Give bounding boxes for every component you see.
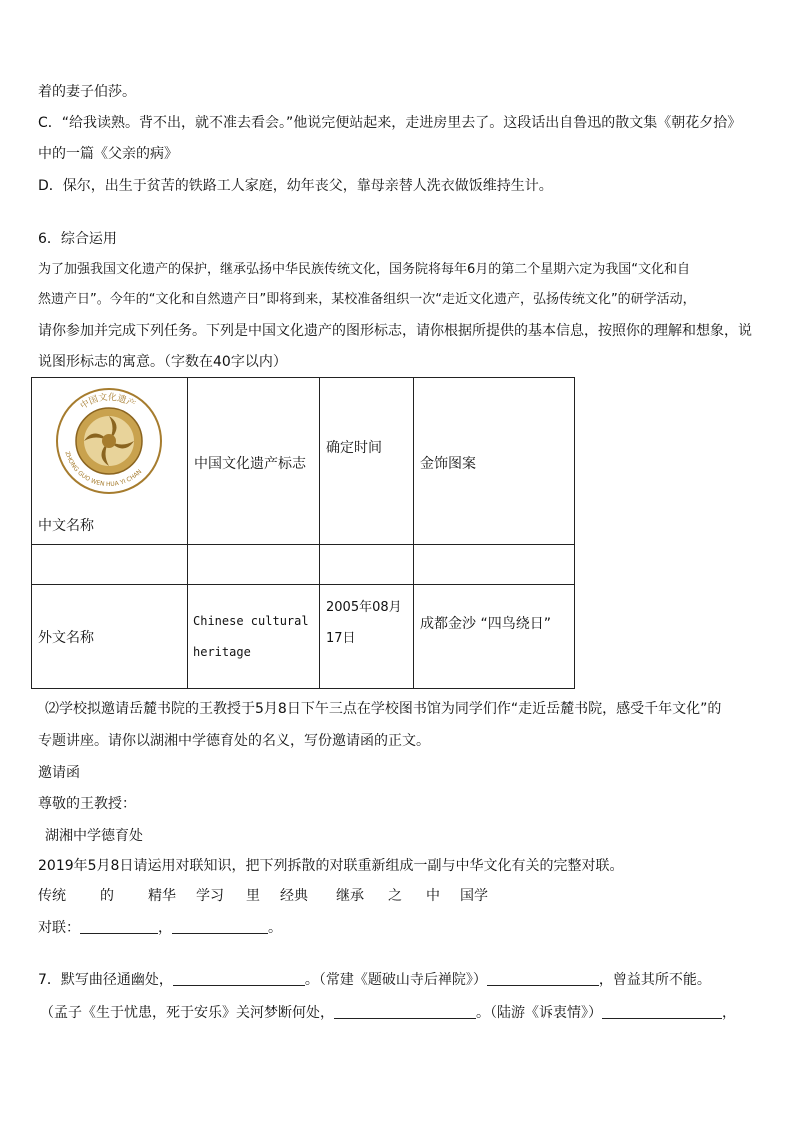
answer-blank[interactable] — [172, 919, 268, 934]
couplet-word: 学习 — [196, 888, 224, 904]
answer-blank[interactable] — [487, 971, 599, 986]
answer-blank[interactable] — [334, 1004, 476, 1019]
option-c-line: C．“给我读熟。背不出，就不准去看会。”他说完便站起来，走进房里去了。这段话出自鲁迅的散文集《朝花夕拾》 — [38, 115, 742, 131]
row-label-foreign-name: 外文名称 — [38, 630, 94, 646]
text-segment: ， — [722, 1005, 736, 1021]
text-line: 中的一篇《父亲的病》 — [38, 146, 178, 162]
couplet-label: 对联： — [38, 920, 80, 936]
table-cell — [188, 378, 320, 545]
table-cell-empty — [32, 545, 188, 585]
question-7-line — [38, 970, 711, 990]
text-line: 2019年5月8日请运用对联知识，把下列拆散的对联重新组成一副与中华文化有关的完整对联。 — [38, 858, 624, 874]
table-cell — [414, 585, 575, 689]
text-line: 为了加强我国文化遗产的保护，继承弘扬中华民族传统文化，国务院将每年6月的第二个星期六定为我国“文化和自 — [38, 262, 691, 277]
text-line: 然遗产日”。今年的“文化和自然遗产日”即将到来，某校准备组织一次“走近文化遗产，弘扬传统文化”的研学活动， — [38, 292, 696, 307]
table-cell — [414, 378, 575, 545]
table-cell — [32, 585, 188, 689]
cell-text: 确定时间 — [326, 440, 382, 456]
couplet-word: 之 — [388, 888, 402, 904]
punctuation: 。 — [268, 920, 282, 936]
text-line: 专题讲座。请你以湖湘中学德育处的名义，写份邀请函的正文。 — [38, 733, 430, 749]
couplet-answer-line — [38, 918, 282, 938]
cell-text: Chinese cultural — [193, 614, 309, 628]
answer-blank[interactable] — [173, 971, 305, 986]
table-cell — [320, 585, 414, 689]
question-6-heading: 6．综合运用 — [38, 231, 117, 247]
letter-signature: 湖湘中学德育处 — [45, 828, 143, 844]
row-label-chinese-name: 中文名称 — [38, 518, 94, 534]
table-cell-logo — [32, 378, 188, 545]
cell-text: 金饰图案 — [420, 456, 476, 472]
option-d-line: D．保尔，出生于贫苦的铁路工人家庭，幼年丧父，靠母亲替人洗衣做饭维持生计。 — [38, 178, 553, 194]
cell-text: 17日 — [326, 631, 356, 646]
table-cell — [320, 378, 414, 545]
couplet-word: 中 — [426, 888, 440, 904]
cell-text: 成都金沙 “四鸟绕日” — [420, 616, 551, 632]
text-segment: ，曾益其所不能。 — [598, 972, 711, 988]
logo-top-text: 中国文化遗产 — [78, 392, 137, 412]
table-cell-empty — [414, 545, 575, 585]
couplet-word: 继承 — [336, 888, 364, 904]
couplet-word: 国学 — [460, 888, 488, 904]
table-cell-empty — [320, 545, 414, 585]
letter-title: 邀请函 — [38, 765, 80, 781]
table-cell — [188, 585, 320, 689]
couplet-word: 精华 — [148, 888, 176, 904]
task-2-line: ⑵学校拟邀请岳麓书院的王教授于5月8日下午三点在学校图书馆为同学们作“走近岳麓书院，感受千年文化”的 — [45, 701, 722, 717]
text-segment: （孟子《生于忧患，死于安乐》关河梦断何处， — [40, 1005, 334, 1021]
cell-text: 2005年08月 — [326, 600, 402, 615]
cell-text: heritage — [193, 645, 251, 659]
table-cell-empty — [188, 545, 320, 585]
heritage-logo-icon — [54, 386, 164, 496]
text-line: 说图形标志的寓意。（字数在40字以内） — [38, 354, 287, 370]
text-segment: 。（常建《题破山寺后禅院》） — [304, 972, 487, 988]
answer-blank[interactable] — [602, 1004, 722, 1019]
punctuation: ， — [158, 920, 172, 936]
question-7-line-2 — [40, 1003, 736, 1023]
logo-bottom-text: ZHONG GUO WEN HUA YI CHAN — [63, 450, 144, 489]
text-segment: 。（陆游《诉衷情》） — [476, 1005, 602, 1021]
text-segment: 7．默写曲径通幽处， — [38, 972, 173, 988]
text-line: 请你参加并完成下列任务。下列是中国文化遗产的图形标志，请你根据所提供的基本信息，按照你的理解和想象，说 — [38, 323, 752, 339]
answer-blank[interactable] — [80, 919, 158, 934]
couplet-word: 里 — [246, 888, 260, 904]
cell-text: 中国文化遗产标志 — [194, 456, 306, 472]
heritage-table — [31, 377, 575, 689]
letter-salutation: 尊敬的王教授： — [38, 796, 136, 812]
couplet-words — [38, 886, 488, 906]
couplet-word: 经典 — [280, 888, 308, 904]
couplet-word: 传统 — [38, 888, 66, 904]
text-line: 着的妻子伯莎。 — [38, 84, 136, 100]
couplet-word: 的 — [100, 888, 114, 904]
